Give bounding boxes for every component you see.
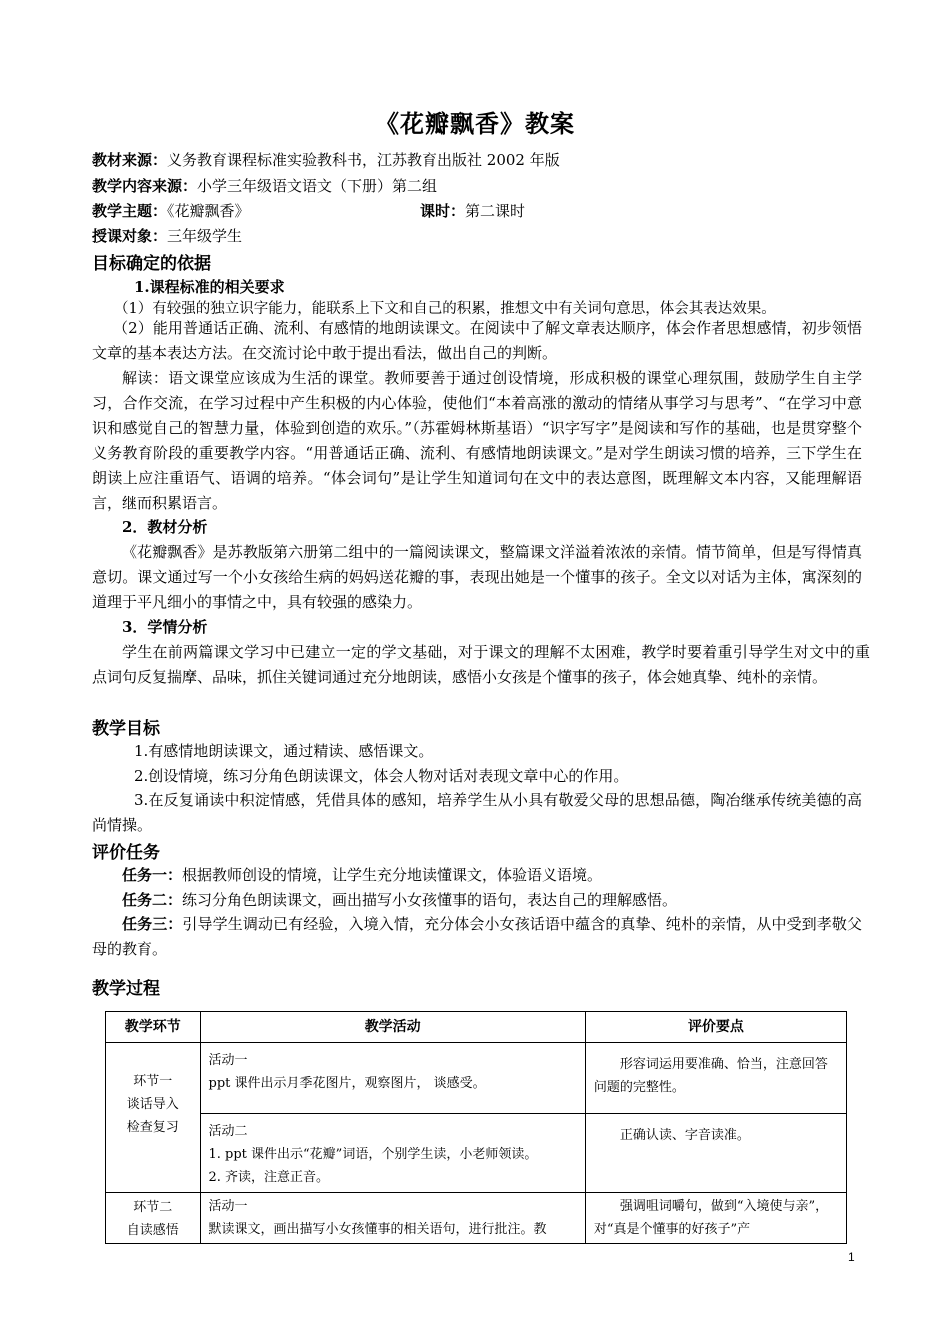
meta-target-value: 三年级学生 bbox=[167, 227, 243, 245]
activity-title: 活动二 bbox=[208, 1124, 248, 1139]
task-3-label: 任务三： bbox=[122, 915, 183, 933]
goal-2: 2.创设情境，练习分角色朗读课文，体会人物对话对表现文章中心的作用。 bbox=[134, 767, 629, 785]
interpretation-paragraph: 解读：语文课堂应该成为生活的课堂。教师要善于通过创设情境，形成积极的课堂心理氛围，鼓励学生自主学习，合作交流，在学习过程中产生积极的内心体验，使他们“本着高涨的激动的情绪从事学习与思考”、“在学习中意识和感觉自己的智慧力量，体验到创造的欢乐。”（苏霍姆林斯基语）“识字写字”是阅读和写作的基础，也是贯穿整个义务教育阶段的重要教学内容。“用普通话正确、流利、有感情地朗读课文。”是对学生朗读习惯的培养，三下学生在朗读上应注重语气、语调的培养。“体会词句”是让学生知道词句在文中的表达意图，既理解文本内容，又能理解语言，继而积累语言。 bbox=[92, 369, 862, 512]
requirement-2: （2）能用普通话正确、流利、有感情的地朗读课文。在阅读中了解文章表达顺序，体会作者思想感情，初步领悟文章的基本表达方法。在交流讨论中敢于提出看法，做出自己的判断。 bbox=[92, 319, 862, 362]
basis-sub2: 2．教材分析 bbox=[122, 518, 208, 536]
meta-content-value: 小学三年级语文语文（下册）第二组 bbox=[197, 177, 438, 195]
teaching-process-table bbox=[105, 1011, 847, 1244]
meta-target bbox=[92, 226, 242, 246]
activity-cell bbox=[200, 1193, 585, 1244]
meta-source bbox=[92, 150, 560, 170]
activity-title: 活动一 bbox=[208, 1199, 248, 1214]
task-3 bbox=[92, 912, 862, 962]
meta-period-label: 课时： bbox=[420, 202, 466, 220]
activity-text: ppt 课件出示月季花图片，观察图片， 谈感受。 bbox=[208, 1076, 486, 1091]
column-header-stage: 教学环节 bbox=[106, 1012, 201, 1043]
meta-period-value: 第二课时 bbox=[465, 202, 526, 220]
column-header-activity: 教学活动 bbox=[200, 1012, 585, 1043]
goal-1: 1.有感情地朗读课文，通过精读、感悟课文。 bbox=[134, 742, 434, 760]
page-title: 《花瓣飘香》教案 bbox=[375, 109, 575, 138]
evaluation-cell bbox=[585, 1043, 846, 1114]
evaluation-cell bbox=[585, 1193, 846, 1244]
task-2-label: 任务二： bbox=[122, 891, 183, 909]
meta-target-label: 授课对象： bbox=[92, 227, 168, 245]
meta-theme bbox=[92, 201, 250, 221]
basis-sub1: 1.课程标准的相关要求 bbox=[134, 278, 285, 296]
tasks-heading: 评价任务 bbox=[92, 843, 160, 863]
task-1 bbox=[122, 865, 602, 885]
goal-3: 3.在反复诵读中积淀情感，凭借具体的感知，培养学生从小具有敬爱父母的思想品德，陶冶继承传统美德的高尚情操。 bbox=[92, 791, 862, 834]
stage-1-line3: 检查复习 bbox=[126, 1120, 179, 1135]
column-header-evaluation: 评价要点 bbox=[585, 1012, 846, 1043]
evaluation-text: 强调咀词嚼句，做到“入境使与亲”，对“真是个懂事的好孩子”产 bbox=[593, 1199, 829, 1237]
student-analysis-paragraph: 学生在前两篇课文学习中已建立一定的学文基础，对于课文的理解不太困难，教学时要着重引导学生对文中的重点词句反复揣摩、品味，抓住关键词通过充分地朗读，感悟小女孩是个懂事的孩子，体会她真挚、纯朴的亲情。 bbox=[92, 643, 870, 686]
material-analysis-paragraph: 《花瓣飘香》是苏教版第六册第二组中的一篇阅读课文，整篇课文洋溢着浓浓的亲情。情节简单，但是写得情真意切。课文通过写一个小女孩给生病的妈妈送花瓣的事，表现出她是一个懂事的孩子。全文以对话为主体，寓深刻的道理于平凡细小的事情之中，具有较强的感染力。 bbox=[92, 543, 862, 611]
meta-theme-value: 《花瓣飘香》 bbox=[167, 202, 250, 220]
meta-source-value: 义务教育课程标准实验教科书，江苏教育出版社 2002 年版 bbox=[167, 151, 560, 169]
task-1-text: 根据教师创设的情境，让学生充分地读懂课文，体验语义语境。 bbox=[182, 866, 603, 884]
stage-1-cell bbox=[106, 1043, 201, 1193]
stage-2-line1: 环节二 bbox=[133, 1200, 173, 1215]
meta-content-label: 教学内容来源： bbox=[92, 177, 198, 195]
stage-2-cell bbox=[106, 1193, 201, 1244]
activity-title: 活动一 bbox=[208, 1053, 248, 1068]
page-number: 1 bbox=[848, 1250, 855, 1264]
activity-cell bbox=[200, 1043, 585, 1114]
meta-theme-label: 教学主题： bbox=[92, 202, 168, 220]
table-row bbox=[106, 1114, 847, 1193]
activity-cell bbox=[200, 1114, 585, 1193]
stage-1-line2: 谈话导入 bbox=[126, 1097, 179, 1112]
evaluation-text: 形容词运用要准确、恰当，注意回答问题的完整性。 bbox=[593, 1057, 828, 1095]
activity-line: 2. 齐读，注意正音。 bbox=[208, 1170, 330, 1185]
process-heading: 教学过程 bbox=[92, 979, 160, 999]
meta-period bbox=[420, 201, 525, 221]
requirement-1: （1）有较强的独立识字能力，能联系上下文和自己的积累，推想文中有关词句意思，体会其表达效果。 bbox=[114, 301, 776, 317]
task-2-text: 练习分角色朗读课文，画出描写小女孩懂事的语句，表达自己的理解感悟。 bbox=[182, 891, 678, 909]
task-2 bbox=[122, 890, 677, 910]
basis-sub3: 3．学情分析 bbox=[122, 618, 208, 636]
evaluation-cell bbox=[585, 1114, 846, 1193]
table-row bbox=[106, 1193, 847, 1244]
task-1-label: 任务一： bbox=[122, 866, 183, 884]
activity-text: 默读课文，画出描写小女孩懂事的相关语句，进行批注。教 bbox=[208, 1222, 547, 1237]
activity-line: 1. ppt 课件出示“花瓣”词语，个别学生读，小老师领读。 bbox=[208, 1147, 538, 1162]
stage-2-line2: 自读感悟 bbox=[126, 1223, 179, 1238]
meta-source-label: 教材来源： bbox=[92, 151, 168, 169]
meta-content bbox=[92, 176, 437, 196]
task-3-text: 引导学生调动已有经验，入境入情，充分体会小女孩话语中蕴含的真挚、纯朴的亲情，从中受到孝敬父母的教育。 bbox=[92, 915, 862, 958]
table-header-row bbox=[106, 1012, 847, 1043]
stage-1-line1: 环节一 bbox=[133, 1074, 173, 1089]
evaluation-text: 正确认读、字音读准。 bbox=[619, 1128, 750, 1143]
table-row bbox=[106, 1043, 847, 1114]
goals-heading: 教学目标 bbox=[92, 719, 160, 739]
basis-heading: 目标确定的依据 bbox=[92, 254, 211, 274]
